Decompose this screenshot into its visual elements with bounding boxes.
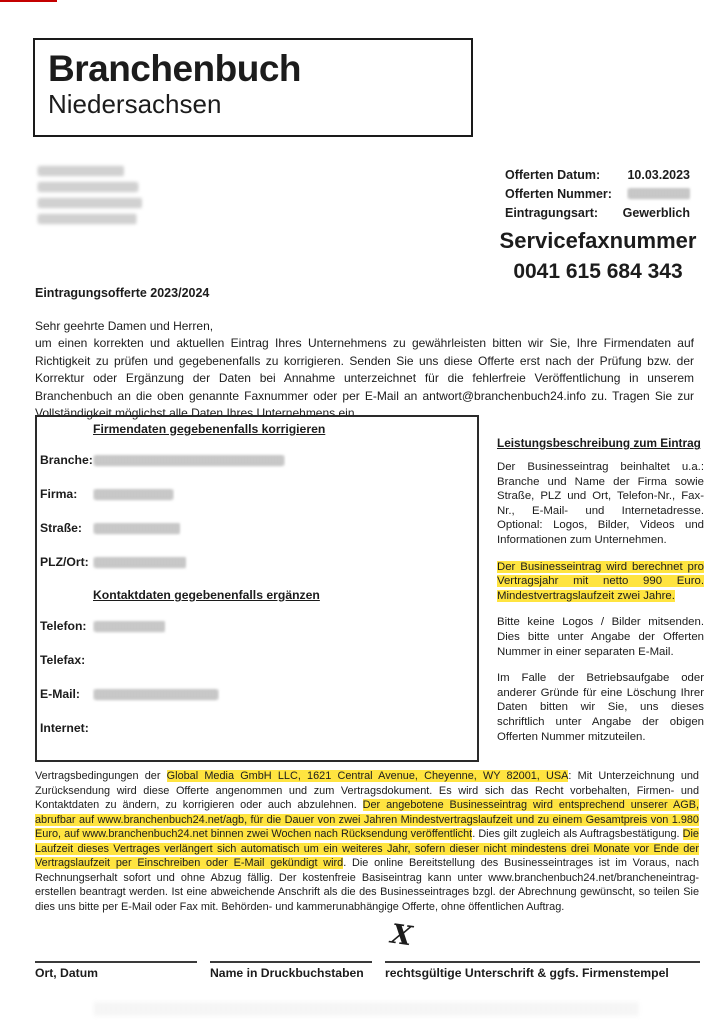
field-label: Telefon: <box>40 619 87 633</box>
field-label: Firma: <box>40 487 78 501</box>
field-value-redacted[interactable] <box>94 621 165 632</box>
terms-text: . Dies gilt zugleich als Auftragsbestätigung. <box>472 828 683 841</box>
salutation: Sehr geehrte Damen und Herren, <box>35 319 214 333</box>
field-internet <box>40 711 477 745</box>
meta-label: Offerten Datum: <box>505 167 601 182</box>
letterhead-logo-box <box>33 38 473 137</box>
meta-value: 10.03.2023 <box>627 167 690 182</box>
signature-x-mark: X <box>388 918 415 953</box>
terms-text: : Mit Unterzeichnung und Zurücksendung wird diese Offerte angenommen und zum Vertragsdokument. Es wird sich das Recht vorbehalten, Firmen- und Kontaktdaten zu ändern, zu korrigieren oder auch abzulehnen. <box>35 770 699 812</box>
redacted-address-line <box>38 182 138 192</box>
field-label: Telefax: <box>40 653 86 667</box>
field-telefax <box>40 643 477 677</box>
redacted-address-line <box>38 198 142 208</box>
field-email <box>40 677 477 711</box>
offer-meta-table <box>505 165 690 222</box>
terms-highlight-renewal: Die Laufzeit dieses Vertrages verlängert sich automatisch um ein weiteres Jahr, sofern dieser nicht mindestens drei Monate vor Ende der Vertragslaufzeit per Einschreiben oder E-Mail gekündigt wird <box>35 828 699 870</box>
meta-label: Eintragungsart: <box>505 205 599 220</box>
field-plz-ort <box>40 545 477 579</box>
service-paragraph <box>497 460 704 548</box>
service-description-column <box>497 436 704 756</box>
offer-number-redacted <box>628 188 690 199</box>
signature-field-place-date[interactable]: Ort, Datum <box>35 961 197 980</box>
field-value-redacted[interactable] <box>94 557 186 568</box>
service-fax-block <box>498 228 698 284</box>
field-value-redacted[interactable] <box>94 489 173 500</box>
field-label: Branche: <box>40 453 93 467</box>
form-section1-title: Firmendaten gegebenenfalls korrigieren <box>93 422 326 436</box>
service-fax-label: Servicefaxnummer <box>499 228 697 253</box>
terms-paragraph <box>35 769 699 914</box>
field-label: E-Mail: <box>40 687 80 701</box>
logo-subtitle: Niedersachsen <box>48 89 222 120</box>
service-paragraph-text: Bitte keine Logos / Bilder mitsenden. Dies bitte unter Angabe der Offerten Nummer in einer separaten E-Mail. <box>497 616 704 658</box>
logo-title: Branchenbuch <box>48 48 302 89</box>
terms-text: Vertragsbedingungen der <box>35 770 167 782</box>
meta-label: Offerten Nummer: <box>505 186 612 201</box>
footer-redacted <box>95 1002 640 1016</box>
field-label: Internet: <box>40 721 89 735</box>
form-section2-title: Kontaktdaten gegebenenfalls ergänzen <box>93 588 320 602</box>
redacted-address-line <box>38 214 137 224</box>
field-value-redacted[interactable] <box>94 689 218 700</box>
meta-row-number <box>505 184 690 203</box>
terms-highlight-price: Der angebotene Businesseintrag wird entsprechend unserer AGB, abrufbar auf www.branchenbuch24.net/agb, für die Dauer von zwei Jahren Mindestvertragslaufzeit und zu einem Gesamtpreis von 1.980 Euro, auf www.branchenbuch24.net binnen zwei Wochen nach Rücksendung veröffentlicht <box>35 799 700 841</box>
subject-line: Eintragungsofferte 2023/2024 <box>35 286 210 300</box>
service-description-title: Leistungsbeschreibung zum Eintrag <box>497 436 701 450</box>
service-paragraph <box>497 671 704 744</box>
redacted-address-line <box>38 166 124 176</box>
meta-row-date <box>505 165 690 184</box>
intro-text: um einen korrekten und aktuellen Eintrag Ihres Unternehmens zu gewährleisten bitten wir Sie, Ihre Firmendaten auf Richtigkeit zu prüfen und gegebenenfalls zu korrigieren. Senden Sie uns diese Offerte erst nach der Prüfung bzw. der Korrektur oder Ergänzung der Daten bei Annahme unterzeichnet für die fehlerfreie Veröffentlichung in unserem Branchenbuch an die oben genannte Faxnummer oder per E-Mail an antwort@branchenbuch24.info zu. Tragen Sie zur Vollständigkeit möglichst alle Daten Ihres Unternehmens ein. <box>35 336 694 421</box>
field-strasse <box>40 511 477 545</box>
service-paragraph-price-highlight <box>497 560 704 604</box>
meta-row-entry-type <box>505 203 690 222</box>
signature-field-printed-name[interactable]: Name in Druckbuchstaben <box>210 961 372 980</box>
recipient-address-redacted <box>38 166 142 230</box>
terms-highlight-company: Global Media GmbH LLC, 1621 Central Avenue, Cheyenne, WY 82001, USA <box>166 770 569 782</box>
field-label: Straße: <box>40 521 82 535</box>
scan-corner-mark <box>0 0 57 2</box>
signature-field-signature-stamp[interactable]: rechtsgültige Unterschrift & ggfs. Firmenstempel <box>385 961 700 980</box>
service-paragraph-text: Der Businesseintrag beinhaltet u.a.: Branche und Name der Firma sowie Straße, PLZ und Ort, Telefon-Nr., Fax-Nr., E-Mail- und Internetadresse. Optional: Logos, Bilder, Videos und Informationen zum Unternehmen. <box>497 461 704 546</box>
field-branche <box>40 443 477 477</box>
field-value-redacted[interactable] <box>94 523 180 534</box>
service-fax-number: 0041 615 684 343 <box>513 260 683 283</box>
service-paragraph-text: Der Businesseintrag wird berechnet pro Vertragsjahr mit netto 990 Euro. Mindestvertragslaufzeit zwei Jahre. <box>497 560 704 602</box>
company-data-form <box>35 415 479 762</box>
field-label: PLZ/Ort: <box>40 555 89 569</box>
field-telefon <box>40 609 477 643</box>
service-paragraph <box>497 615 704 659</box>
field-value-redacted[interactable] <box>94 455 284 466</box>
intro-paragraph <box>35 318 694 422</box>
meta-value: Gewerblich <box>622 205 690 220</box>
terms-text: . Die online Bereitstellung des Businesseintrages ist im Voraus, nach Rechnungserhalt sofort und ohne Abzug fällig. Der kostenfreie Basiseintrag kann unter www.branchenbuch24.net/brancheneintrag-erstellen beantragt werden. Ist eine abweichende Anschrift als die des Businesseintrages bzgl. der Abrechnung gewünscht, so teilen Sie dies uns bitte per E-Mail oder Fax mit. Behörden- und kammerunabhängige Offerte, ohne öffentlichen Auftrag. <box>35 857 699 913</box>
field-firma <box>40 477 477 511</box>
service-paragraph-text: Im Falle der Betriebsaufgabe oder anderer Gründe für eine Löschung Ihrer Daten bitten wir Sie, uns dieses schriftlich unter Angabe der obigen Offerten Nummer mitzuteilen. <box>497 672 704 743</box>
